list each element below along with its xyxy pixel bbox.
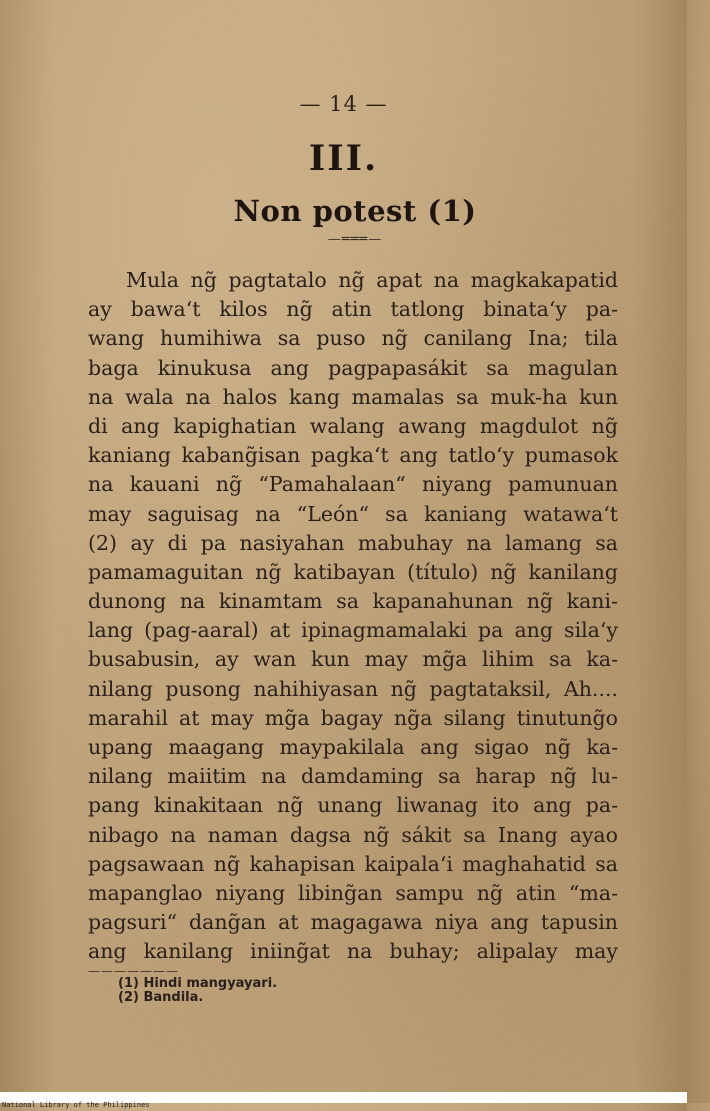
text-line: ang kanilang iniing̃at na buhay; alipalay may [88,939,618,964]
text-line: kaniang kabang̃isan pagka‘t ang tatlo‘y pumasok [88,443,618,468]
text-line: dunong na kinamtam sa kapanahunan ng̃ kani- [88,589,618,614]
text-line: na wala na halos kang mamalas sa muk-ha kun [88,384,618,409]
page-number: — 14 — [299,92,388,116]
text-line: pagsawaan ng̃ kahapisan kaipala‘i maghahatid sa [88,851,618,876]
footnote-divider: ——————— [88,964,179,978]
text-line: pang kinakitaan ng̃ unang liwanag ito ang pa- [88,793,618,818]
text-line: upang maagang maypakilala ang sigao ng̃ ka- [88,735,618,759]
text-line: ay bawa‘t kilos ng̃ atin tatlong binata‘y pa- [88,297,618,322]
text-line: may saguisag na “León“ sa kaniang watawa‘t [88,501,618,526]
text-line: pamamaguitan ng̃ katibayan (título) ng̃ kanilang [88,559,618,584]
footnote-1: (1) Hindi mangyayari. [118,976,278,991]
footnotes [118,977,277,1005]
text-line: nilang maiitim na damdaming sa harap ng̃ lu- [88,764,618,789]
text-line: na kauani ng̃ “Pamahalaan“ niyang pamunuan [88,472,618,497]
body-text [88,266,618,967]
text-line: nilang pusong nahihiyasan ng̃ pagtataksil, Ah.... [88,676,618,701]
text-line: (2) ay di pa nasiyahan mabuhay na lamang sa [88,530,618,555]
watermark-text: National Library of the Philippines [2,1101,150,1109]
text-line: mapanglao niyang libing̃an sampu ng̃ atin “ma- [88,880,618,905]
title-ornament: —═══— [327,232,383,247]
text-line: lang (pag-aaral) at ipinagmamalaki pa ang sila‘y [88,618,618,643]
text-line: baga kinukusa ang pagpapasákit sa magulan [88,355,618,380]
text-line: busabusin, ay wan kun may mg̃a lihim sa ka- [88,647,618,672]
section-title: Non potest (1) [233,194,477,228]
chapter-heading: III. [308,138,379,179]
text-line: wang humihiwa sa puso ng̃ canilang Ina; tila [88,326,618,351]
text-line: pagsuri“ dang̃an at magagawa niya ang tapusin [88,910,618,935]
text-line: nibago na naman dagsa ng̃ sákit sa Inang ayao [88,822,618,847]
library-watermark [0,1092,687,1109]
text-line: marahil at may mg̃a bagay ng̃a silang tinutung̃o [88,705,618,730]
text-line: Mula ng̃ pagtatalo ng̃ apat na magkakapatid [126,268,618,292]
text-line: di ang kapighatian walang awang magdulot ng̃ [88,413,618,438]
footnote-2: (2) Bandila. [118,990,204,1005]
